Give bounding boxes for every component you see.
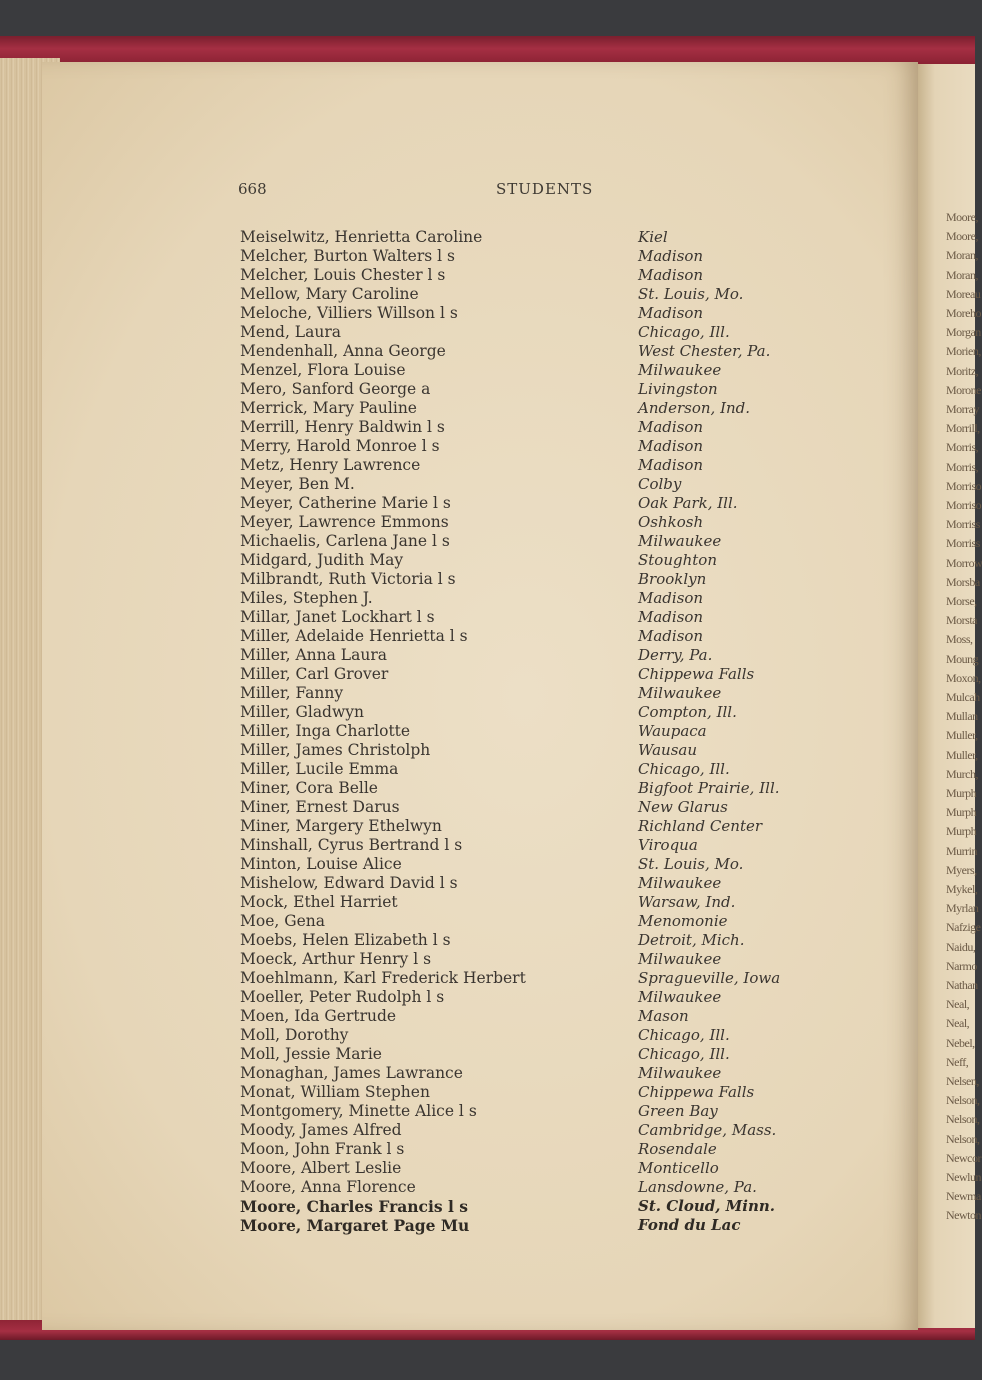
student-name: Midgard, Judith May <box>240 551 404 569</box>
list-item <box>240 912 840 931</box>
facing-page-fragment: Nebel, <box>946 1035 975 1050</box>
student-name: Moe, Gena <box>240 912 326 930</box>
student-hometown: Derry, Pa. <box>638 646 713 664</box>
student-hometown: Madison <box>638 247 704 265</box>
list-item <box>240 1178 840 1197</box>
list-item <box>240 893 840 912</box>
facing-page-fragment: Newcor <box>946 1150 981 1165</box>
student-hometown: Green Bay <box>638 1102 718 1120</box>
student-hometown: Madison <box>638 418 704 436</box>
student-name: Meyer, Lawrence Emmons <box>240 513 449 531</box>
list-item <box>240 760 840 779</box>
list-item <box>240 570 840 589</box>
student-name: Moeck, Arthur Henry l s <box>240 950 432 968</box>
facing-page-fragment: Morien, <box>946 344 981 359</box>
student-hometown: Milwaukee <box>638 950 722 968</box>
list-item <box>240 1026 840 1045</box>
student-hometown: Chippewa Falls <box>638 665 755 683</box>
student-name: Michaelis, Carlena Jane l s <box>240 532 450 550</box>
list-item <box>240 1083 840 1102</box>
list-item <box>240 513 840 532</box>
list-item <box>240 323 840 342</box>
student-name: Monat, William Stephen <box>240 1083 430 1101</box>
facing-page-fragment: Moung <box>946 651 979 666</box>
list-item <box>240 1007 840 1026</box>
student-name: Milbrandt, Ruth Victoria l s <box>240 570 456 588</box>
student-hometown: Madison <box>638 627 704 645</box>
list-item <box>240 874 840 893</box>
list-item <box>240 475 840 494</box>
student-hometown: Madison <box>638 456 704 474</box>
list-item <box>240 608 840 627</box>
student-name: Moen, Ida Gertrude <box>240 1007 397 1025</box>
facing-page-fragment: Morray <box>946 402 979 416</box>
student-name: Moore, Anna Florence <box>240 1178 416 1196</box>
student-hometown: St. Louis, Mo. <box>638 855 744 873</box>
student-name: Meiselwitz, Henrietta Caroline <box>240 228 483 246</box>
student-name: Merrick, Mary Pauline <box>240 399 417 417</box>
list-item <box>240 228 840 247</box>
student-hometown: Lansdowne, Pa. <box>638 1178 757 1196</box>
student-name: Metz, Henry Lawrence <box>240 456 421 474</box>
list-item <box>240 684 840 703</box>
student-hometown: Rosendale <box>638 1140 717 1158</box>
student-name: Moll, Jessie Marie <box>240 1045 382 1063</box>
facing-page-fragment: Moritz, <box>946 363 979 378</box>
facing-page-fragment: Nelsen, <box>946 1074 979 1088</box>
student-name: Mellow, Mary Caroline <box>240 285 419 303</box>
student-hometown: Mason <box>638 1007 689 1025</box>
list-item <box>240 361 840 380</box>
student-hometown: Spragueville, Iowa <box>638 969 781 987</box>
list-item <box>240 285 840 304</box>
facing-page-fragment: Mykel, <box>946 882 978 896</box>
facing-page-fragment: Morrow <box>946 555 982 570</box>
facing-page-fragment: Muller, <box>946 728 978 743</box>
student-name: Moore, Margaret Page Mu <box>240 1216 470 1235</box>
student-name: Meyer, Ben M. <box>240 475 355 493</box>
facing-page <box>918 64 982 1328</box>
list-item <box>240 342 840 361</box>
student-name: Montgomery, Minette Alice l s <box>240 1102 477 1120</box>
student-name: Miller, Lucile Emma <box>240 760 399 778</box>
student-hometown: St. Louis, Mo. <box>638 285 744 303</box>
list-item <box>240 456 840 475</box>
student-hometown: Colby <box>638 475 682 493</box>
student-name: Moll, Dorothy <box>240 1026 349 1044</box>
student-name: Moore, Charles Francis l s <box>240 1197 469 1216</box>
student-hometown: Kiel <box>638 228 668 246</box>
list-item <box>240 703 840 722</box>
student-hometown: Monticello <box>638 1159 719 1177</box>
list-item <box>240 950 840 969</box>
student-name: Meloche, Villiers Willson l s <box>240 304 458 322</box>
list-item <box>240 1140 840 1159</box>
student-hometown: Waupaca <box>638 722 707 740</box>
student-hometown: Milwaukee <box>638 874 722 892</box>
student-hometown: Milwaukee <box>638 1064 722 1082</box>
facing-page-fragment: Moreau <box>946 286 981 301</box>
facing-page-fragment: Morris, <box>946 440 979 455</box>
student-name: Millar, Janet Lockhart l s <box>240 608 435 626</box>
page-header <box>238 180 608 200</box>
student-hometown: Madison <box>638 304 704 322</box>
student-name: Mend, Laura <box>240 323 341 341</box>
list-item <box>240 779 840 798</box>
student-hometown: Milwaukee <box>638 361 722 379</box>
student-name: Miles, Stephen J. <box>240 589 373 607</box>
facing-page-fragment: Mullan <box>946 709 978 724</box>
facing-page-fragment: Murph <box>946 824 977 839</box>
facing-page-fragment: Neal, <box>946 997 970 1012</box>
facing-page-fragment: Murph <box>946 805 977 820</box>
list-item <box>240 589 840 608</box>
student-hometown: Oshkosh <box>638 513 704 531</box>
student-name: Moon, John Frank l s <box>240 1140 405 1158</box>
facing-page-fragment: Moxon, <box>946 670 981 685</box>
student-name: Miller, Fanny <box>240 684 344 702</box>
student-name: Monaghan, James Lawrance <box>240 1064 463 1082</box>
student-name: Merrill, Henry Baldwin l s <box>240 418 445 436</box>
list-item <box>240 836 840 855</box>
facing-page-fragment: Morriso <box>946 498 982 512</box>
facing-page-fragment: Mulcah <box>946 690 980 704</box>
student-name: Mendenhall, Anna George <box>240 342 446 360</box>
list-item <box>240 1064 840 1083</box>
list-item <box>240 399 840 418</box>
list-item <box>240 855 840 874</box>
facing-page-fragment: Nafzige <box>946 920 981 935</box>
student-hometown: Richland Center <box>638 817 763 835</box>
list-item <box>240 1216 840 1235</box>
student-name: Moebs, Helen Elizabeth l s <box>240 931 451 949</box>
student-hometown: Fond du Lac <box>638 1216 741 1234</box>
list-item <box>240 494 840 513</box>
student-name: Minton, Louise Alice <box>240 855 402 873</box>
list-item <box>240 380 840 399</box>
student-hometown: Livingston <box>638 380 718 398</box>
student-hometown: Milwaukee <box>638 532 722 550</box>
student-name: Miller, Inga Charlotte <box>240 722 411 740</box>
facing-page-fragment: Newma <box>946 1189 981 1204</box>
facing-page-fragment: Morriso <box>946 478 982 493</box>
list-item <box>240 798 840 817</box>
list-item <box>240 247 840 266</box>
facing-page-fragment: Murch, <box>946 766 978 781</box>
list-item <box>240 1197 840 1216</box>
facing-page-fragment: Moran, <box>946 267 978 282</box>
student-hometown: Madison <box>638 589 704 607</box>
list-item <box>240 722 840 741</box>
facing-page-fragment: Moreho <box>946 306 981 320</box>
facing-page-fragment: Morsta <box>946 613 977 628</box>
student-name: Miner, Cora Belle <box>240 779 378 797</box>
running-head: STUDENTS <box>496 180 594 198</box>
student-hometown: New Glarus <box>638 798 728 816</box>
student-name: Moeller, Peter Rudolph l s <box>240 988 445 1006</box>
list-item <box>240 1159 840 1178</box>
facing-page-fragment: Nelson, <box>946 1131 980 1146</box>
student-name: Merry, Harold Monroe l s <box>240 437 440 455</box>
student-name: Miner, Margery Ethelwyn <box>240 817 442 835</box>
student-hometown: Chicago, Ill. <box>638 760 730 778</box>
list-item <box>240 418 840 437</box>
list-item <box>240 969 840 988</box>
facing-page-fragment: Muller, <box>946 747 978 762</box>
facing-page-fragment: Morrill, <box>946 421 980 436</box>
facing-page-fragment: Morris, <box>946 459 979 474</box>
student-name: Miller, Adelaide Henrietta l s <box>240 627 468 645</box>
list-item <box>240 931 840 950</box>
facing-page-fragment: Narmo <box>946 958 977 973</box>
student-hometown: Detroit, Mich. <box>638 931 745 949</box>
facing-page-fragment: Murph <box>946 786 977 800</box>
student-name: Minshall, Cyrus Bertrand l s <box>240 836 463 854</box>
student-hometown: Bigfoot Prairie, Ill. <box>638 779 780 797</box>
facing-page-fragment: Newton <box>946 1208 981 1223</box>
list-item <box>240 817 840 836</box>
student-hometown: Oak Park, Ill. <box>638 494 738 512</box>
student-name: Menzel, Flora Louise <box>240 361 406 379</box>
facing-page-fragment: Moore, <box>946 229 978 244</box>
facing-page-fragment: Nathan <box>946 978 978 992</box>
facing-page-fragment: Neff, <box>946 1054 969 1069</box>
facing-page-fragment: Nelson, <box>946 1093 980 1108</box>
list-item <box>240 1045 840 1064</box>
student-hometown: Cambridge, Mass. <box>638 1121 777 1139</box>
facing-page-fragment: Moran, <box>946 248 978 263</box>
student-name: Miller, James Christolph <box>240 741 431 759</box>
student-name: Miller, Carl Grover <box>240 665 389 683</box>
student-hometown: Madison <box>638 266 704 284</box>
student-name: Mishelow, Edward David l s <box>240 874 458 892</box>
list-item <box>240 646 840 665</box>
facing-page-fragment: Morsba <box>946 574 980 589</box>
student-hometown: Milwaukee <box>638 684 722 702</box>
book-cover-top-edge <box>0 36 975 64</box>
student-name: Melcher, Burton Walters l s <box>240 247 455 265</box>
facing-page-fragment: Neal, <box>946 1016 970 1031</box>
facing-page-fragment: Murrin <box>946 843 977 858</box>
student-name: Miller, Gladwyn <box>240 703 364 721</box>
student-hometown: Wausau <box>638 741 698 759</box>
student-hometown: Compton, Ill. <box>638 703 737 721</box>
student-name: Melcher, Louis Chester l s <box>240 266 446 284</box>
student-hometown: Viroqua <box>638 836 698 854</box>
student-name: Moore, Albert Leslie <box>240 1159 402 1177</box>
student-name: Miner, Ernest Darus <box>240 798 400 816</box>
student-hometown: Menomonie <box>638 912 728 930</box>
student-name: Mero, Sanford George a <box>240 380 431 398</box>
student-name: Meyer, Catherine Marie l s <box>240 494 451 512</box>
list-item <box>240 551 840 570</box>
facing-page-fragment: Moss, <box>946 632 973 647</box>
list-item <box>240 1121 840 1140</box>
student-hometown: Anderson, Ind. <box>638 399 751 417</box>
list-item <box>240 665 840 684</box>
student-hometown: Stoughton <box>638 551 717 569</box>
student-hometown: Warsaw, Ind. <box>638 893 736 911</box>
student-hometown: Brooklyn <box>638 570 707 588</box>
facing-page-fragment: Newlun <box>946 1170 981 1184</box>
student-hometown: Chicago, Ill. <box>638 323 730 341</box>
facing-page-fragment: Morse, <box>946 594 977 608</box>
student-hometown: Madison <box>638 608 704 626</box>
facing-page-fragment: Moore, <box>946 210 978 224</box>
facing-page-fragment: Morriss <box>946 517 980 532</box>
facing-page-fragment: Naidu, <box>946 939 976 954</box>
list-item <box>240 437 840 456</box>
list-item <box>240 1102 840 1121</box>
student-hometown: Chippewa Falls <box>638 1083 755 1101</box>
student-hometown: Chicago, Ill. <box>638 1026 730 1044</box>
student-name: Miller, Anna Laura <box>240 646 387 664</box>
list-item <box>240 532 840 551</box>
student-hometown: Madison <box>638 437 704 455</box>
student-list <box>240 228 840 1235</box>
page-number: 668 <box>238 180 267 198</box>
student-name: Moehlmann, Karl Frederick Herbert <box>240 969 526 987</box>
student-name: Moody, James Alfred <box>240 1121 402 1139</box>
student-name: Mock, Ethel Harriet <box>240 893 398 911</box>
facing-page-fragment: Morone <box>946 382 981 397</box>
list-item <box>240 741 840 760</box>
student-hometown: Chicago, Ill. <box>638 1045 730 1063</box>
list-item <box>240 988 840 1007</box>
facing-page-fragment: Morgan <box>946 325 981 340</box>
facing-page-fragment: Myers, <box>946 862 977 877</box>
student-hometown: Milwaukee <box>638 988 722 1006</box>
list-item <box>240 266 840 285</box>
student-hometown: St. Cloud, Minn. <box>638 1197 776 1215</box>
facing-page-fragment: Myrlan <box>946 901 979 916</box>
facing-page-fragment: Nelson, <box>946 1112 980 1127</box>
list-item <box>240 627 840 646</box>
facing-page-fragment: Morriss <box>946 536 980 551</box>
list-item <box>240 304 840 323</box>
student-hometown: West Chester, Pa. <box>638 342 771 360</box>
